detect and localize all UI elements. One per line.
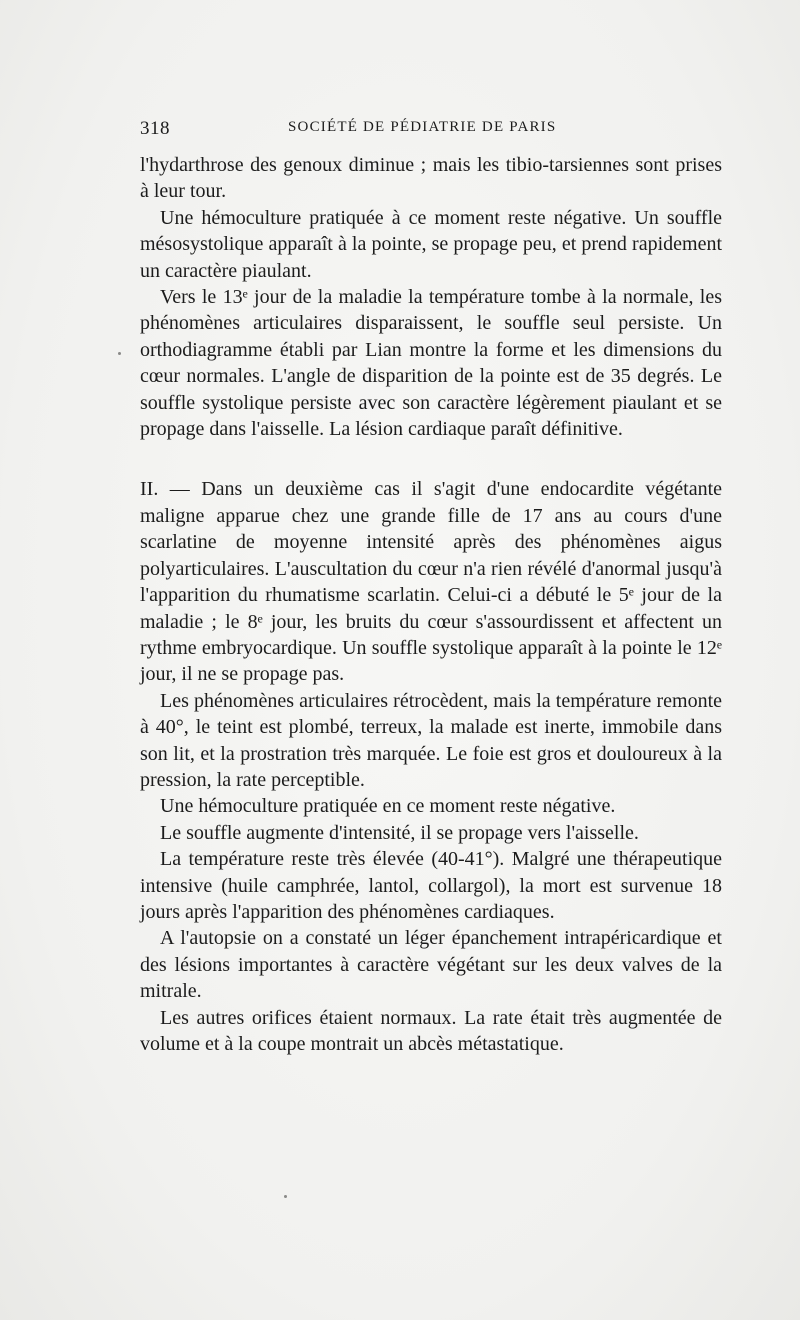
paragraph: Une hémoculture pratiquée en ce moment reste négative. xyxy=(160,795,616,818)
paragraph: Le souffle augmente d'intensité, il se propage vers l'aisselle. xyxy=(160,821,639,844)
running-head: SOCIÉTÉ DE PÉDIATRIE DE PARIS xyxy=(288,119,557,135)
paragraph: La température reste très élevée (40-41°). Malgré une thérapeutique intensive (huile camphrée, lantol, collargol), la mort est survenue 18 jours après l'apparition des phénomènes cardiaques. xyxy=(140,848,722,923)
paragraph: Les autres orifices étaient normaux. La rate était très augmentée de volume et à la coupe montrait un abcès métastatique. xyxy=(140,1006,722,1055)
paragraph: Une hémoculture pratiquée à ce moment reste négative. Un souffle mésosystolique apparaît à la pointe, se propage peu, et prend rapidement un caractère piaulant. xyxy=(140,206,722,282)
paragraph: l'hydarthrose des genoux diminue ; mais les tibio-tarsiennes sont prises à leur tour. xyxy=(140,154,722,203)
paragraph-section-ii: II. — Dans un deuxième cas il s'agit d'une endocardite végétante maligne apparue chez une grande fille de 17 ans au cours d'une scarlatine de moyenne intensité après des phénomènes aigus polyarticulaires. L'auscultation du cœur n'a rien révélé d'anormal jusqu'à l'apparition du rhumatisme scarlatin. Celui-ci a débuté le 5ᵉ jour de la maladie ; le 8ᵉ jour, les bruits du cœur s'assourdissent et affectent un rythme embryocardique. Un souffle systolique apparaît à la pointe le 12ᵉ jour, il ne se propage pas. xyxy=(140,478,722,686)
paragraph: A l'autopsie on a constaté un léger épanchement intrapéricardique et des lésions importantes à caractère végétant sur les deux valves de la mitrale. xyxy=(140,927,722,1003)
paragraph: Les phénomènes articulaires rétrocèdent, mais la température remonte à 40°, le teint est plombé, terreux, la malade est inerte, immobile dans son lit, et la prostration très marquée. Le foie est gros et douloureux à la pression, la rate perceptible. xyxy=(140,689,722,791)
body-text xyxy=(140,152,722,1057)
page-number: 318 xyxy=(140,118,170,139)
paragraph: Vers le 13ᵉ jour de la maladie la température tombe à la normale, les phénomènes articulaires disparaissent, le souffle seul persiste. Un orthodiagramme établi par Lian montre la forme et les dimensions du cœur normales. L'angle de disparition de la pointe est de 35 degrés. Le souffle systolique persiste avec son caractère légèrement piaulant et se propage dans l'aisselle. La lésion cardiaque paraît définitive. xyxy=(140,286,722,441)
print-speck xyxy=(284,1195,287,1198)
print-speck xyxy=(118,352,121,355)
page-header xyxy=(140,118,716,148)
